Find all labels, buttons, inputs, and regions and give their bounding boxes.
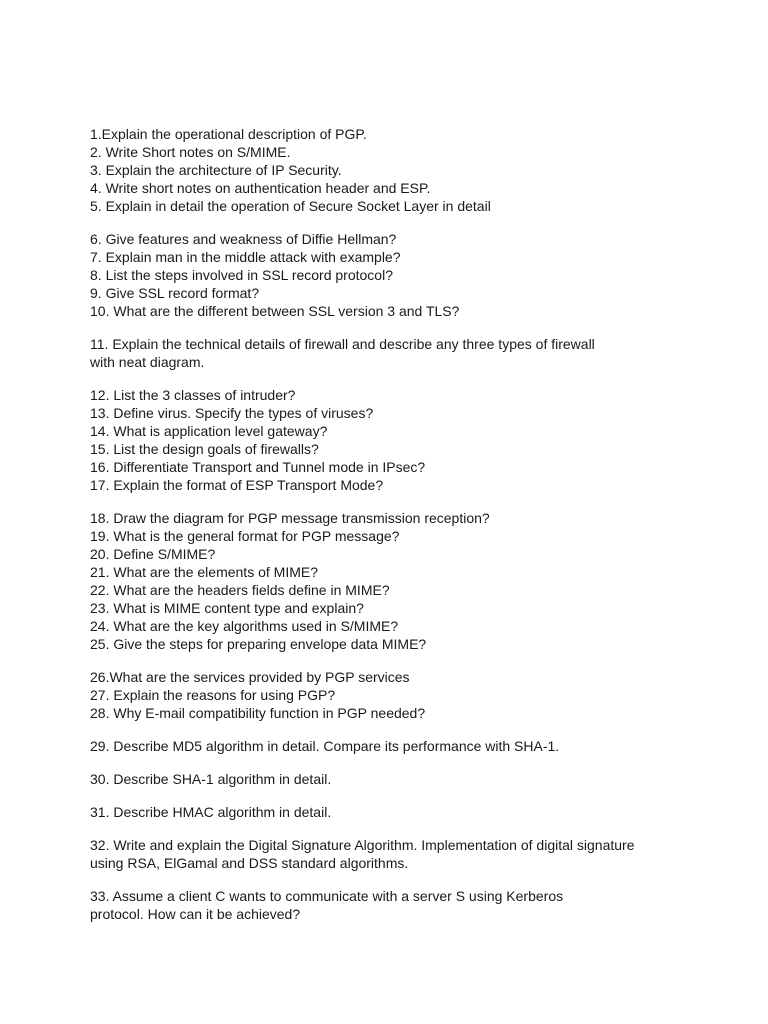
question-line: 11. Explain the technical details of firewall and describe any three types of firewall — [90, 336, 595, 352]
question-line: 26.What are the services provided by PGP services — [90, 669, 410, 685]
question-line: 30. Describe SHA-1 algorithm in detail. — [90, 771, 332, 787]
question-group — [90, 668, 708, 722]
question-group — [90, 125, 708, 215]
question-line: 22. What are the headers fields define in MIME? — [90, 582, 390, 598]
question-line: 10. What are the different between SSL version 3 and TLS? — [90, 303, 460, 319]
question-line: 5. Explain in detail the operation of Secure Socket Layer in detail — [90, 198, 491, 214]
question-line: 4. Write short notes on authentication header and ESP. — [90, 180, 431, 196]
question-group — [90, 836, 708, 872]
question-group — [90, 803, 708, 821]
question-line: 28. Why E-mail compatibility function in PGP needed? — [90, 705, 426, 721]
question-group — [90, 386, 708, 494]
question-line: 23. What is MIME content type and explain? — [90, 600, 364, 616]
question-group — [90, 509, 708, 653]
question-line: 13. Define virus. Specify the types of viruses? — [90, 405, 374, 421]
question-line: 2. Write Short notes on S/MIME. — [90, 144, 291, 160]
question-line: 17. Explain the format of ESP Transport Mode? — [90, 477, 384, 493]
question-line: 14. What is application level gateway? — [90, 423, 328, 439]
question-line: 9. Give SSL record format? — [90, 285, 260, 301]
question-line: 33. Assume a client C wants to communicate with a server S using Kerberos — [90, 888, 564, 904]
question-line: 1.Explain the operational description of PGP. — [90, 126, 367, 142]
question-group — [90, 770, 708, 788]
question-line: protocol. How can it be achieved? — [90, 906, 301, 922]
question-line: 15. List the design goals of firewalls? — [90, 441, 319, 457]
question-line: 32. Write and explain the Digital Signature Algorithm. Implementation of digital signature — [90, 837, 635, 853]
question-group — [90, 335, 708, 371]
question-line: 24. What are the key algorithms used in S/MIME? — [90, 618, 399, 634]
question-line: 21. What are the elements of MIME? — [90, 564, 318, 580]
question-group — [90, 887, 708, 923]
question-group — [90, 230, 708, 320]
question-line: 8. List the steps involved in SSL record protocol? — [90, 267, 393, 283]
question-line: 16. Differentiate Transport and Tunnel mode in IPsec? — [90, 459, 426, 475]
question-line: 19. What is the general format for PGP message? — [90, 528, 400, 544]
question-line: with neat diagram. — [90, 354, 205, 370]
question-line: 7. Explain man in the middle attack with example? — [90, 249, 401, 265]
question-line: 3. Explain the architecture of IP Security. — [90, 162, 342, 178]
question-line: 12. List the 3 classes of intruder? — [90, 387, 296, 403]
question-line: 6. Give features and weakness of Diffie Hellman? — [90, 231, 397, 247]
question-line: 29. Describe MD5 algorithm in detail. Compare its performance with SHA-1. — [90, 738, 560, 754]
question-group — [90, 737, 708, 755]
question-line: 27. Explain the reasons for using PGP? — [90, 687, 336, 703]
question-line: 31. Describe HMAC algorithm in detail. — [90, 804, 332, 820]
question-line: 20. Define S/MIME? — [90, 546, 216, 562]
question-line: using RSA, ElGamal and DSS standard algorithms. — [90, 855, 409, 871]
question-list — [90, 125, 708, 923]
question-line: 25. Give the steps for preparing envelope data MIME? — [90, 636, 427, 652]
question-line: 18. Draw the diagram for PGP message transmission reception? — [90, 510, 490, 526]
